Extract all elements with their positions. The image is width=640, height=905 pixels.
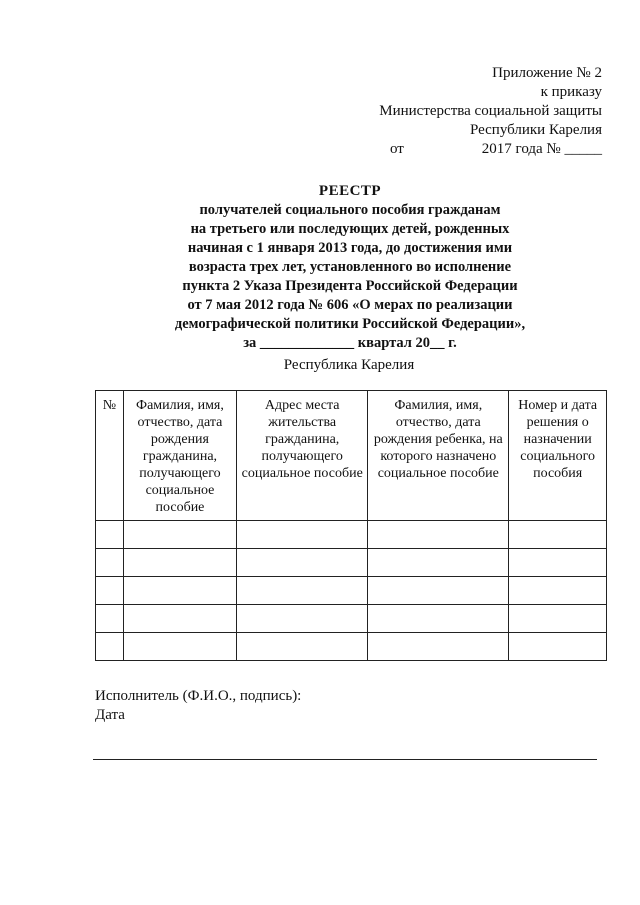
table-cell[interactable] [96, 577, 124, 605]
table-cell[interactable] [509, 633, 607, 661]
annex-date-rest: 2017 года № _____ [481, 141, 602, 157]
table-cell[interactable] [123, 549, 236, 577]
table-cell[interactable] [509, 521, 607, 549]
table-cell[interactable] [237, 549, 368, 577]
header-child-name: Фамилия, имя, отчество, дата рождения ребенка, на которого назначено социальное пособие [368, 391, 509, 521]
table-cell[interactable] [123, 521, 236, 549]
annex-number: Приложение № 2 [492, 65, 602, 81]
table-row [96, 605, 607, 633]
footer [95, 687, 301, 725]
title-line: от 7 мая 2012 года № 606 «О мерах по реализации [187, 297, 513, 313]
title-line: пункта 2 Указа Президента Российской Федерации [182, 278, 518, 294]
table-cell[interactable] [96, 521, 124, 549]
table-cell[interactable] [368, 605, 509, 633]
table-cell[interactable] [237, 577, 368, 605]
table-cell[interactable] [96, 633, 124, 661]
table-cell[interactable] [237, 633, 368, 661]
region-label: Республика Карелия [283, 357, 415, 373]
table-row [96, 577, 607, 605]
annex-order: к приказу [540, 84, 602, 100]
table-cell[interactable] [96, 605, 124, 633]
table-cell[interactable] [237, 521, 368, 549]
table-cell[interactable] [368, 577, 509, 605]
header-citizen-name: Фамилия, имя, отчество, дата рождения гражданина, получающего социальное пособие [123, 391, 236, 521]
table-cell[interactable] [509, 577, 607, 605]
table-cell[interactable] [123, 605, 236, 633]
annex-date-line [379, 140, 602, 159]
annex-header [379, 64, 602, 159]
annex-ministry: Министерства социальной защиты [379, 103, 602, 119]
title-line: получателей социального пособия гражданам [199, 202, 501, 218]
document-title [90, 182, 610, 353]
table-row [96, 549, 607, 577]
table-cell[interactable] [368, 521, 509, 549]
table-cell[interactable] [123, 577, 236, 605]
executor-label: Исполнитель (Ф.И.О., подпись): [95, 688, 302, 704]
table-cell[interactable] [96, 549, 124, 577]
header-address: Адрес места жительства гражданина, получающего социальное пособие [237, 391, 368, 521]
table-cell[interactable] [123, 633, 236, 661]
signature-rule [93, 759, 597, 760]
title-line: за _____________ квартал 20__ г. [243, 335, 457, 351]
title-line: демографической политики Российской Федерации», [174, 316, 526, 332]
table-cell[interactable] [509, 605, 607, 633]
table-cell[interactable] [237, 605, 368, 633]
title-line: начиная с 1 января 2013 года, до достижения ими [187, 240, 513, 256]
annex-date-from: от [389, 141, 404, 157]
table-cell[interactable] [368, 549, 509, 577]
registry-table [95, 390, 607, 661]
annex-republic: Республики Карелия [469, 122, 602, 138]
title-line: возраста трех лет, установленного во исполнение [188, 259, 512, 275]
table-row [96, 633, 607, 661]
title-line: на третьего или последующих детей, рожденных [190, 221, 510, 237]
header-number: № [96, 391, 124, 521]
table-header-row [96, 391, 607, 521]
header-decision: Номер и дата решения о назначении социального пособия [509, 391, 607, 521]
table-cell[interactable] [368, 633, 509, 661]
date-label: Дата [95, 707, 125, 723]
table-row [96, 521, 607, 549]
title-heading: РЕЕСТР [318, 183, 382, 199]
table-cell[interactable] [509, 549, 607, 577]
